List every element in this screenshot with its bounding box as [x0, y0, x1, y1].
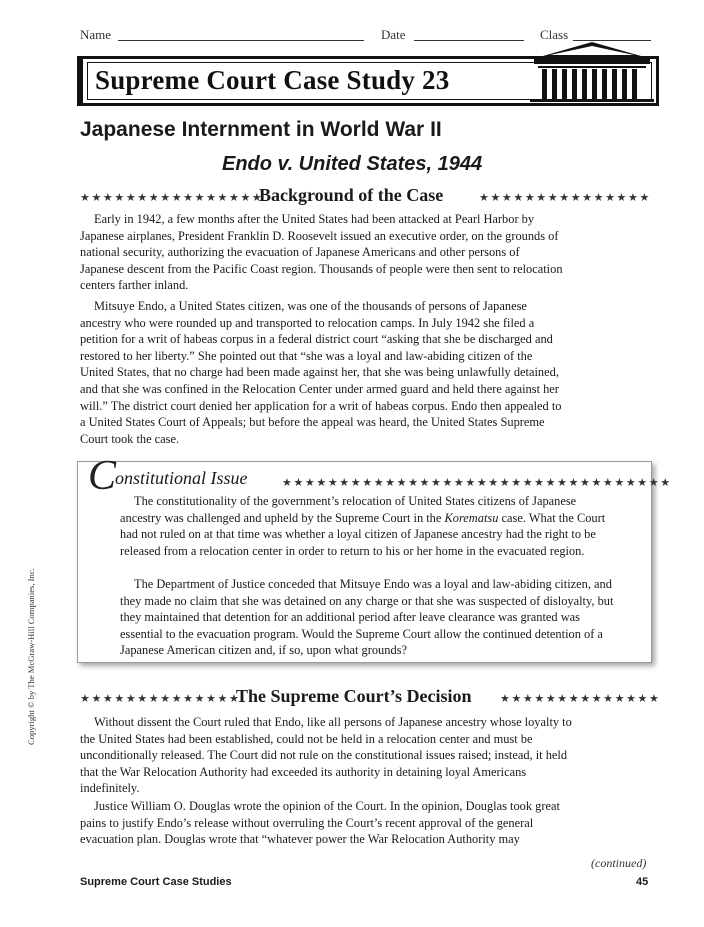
stars-right-issue: ★★★★★★★★★★★★★★★★★★★★★★★★★★★★★★★★★★	[282, 477, 672, 489]
issue-heading: onstitutional Issue	[115, 468, 248, 488]
issue-paragraph-1	[120, 493, 610, 559]
page-number: 45	[636, 876, 649, 888]
issue-p1-before: The constitutionality of the government’s relocation of United States citizens of Japanese ancestry was challenged and upheld by the Supreme Court in the	[120, 494, 577, 525]
date-label: Date	[381, 27, 406, 42]
stars-left-background: ★★★★★★★★★★★★★★★★	[80, 192, 264, 204]
issue-paragraph-2: The Department of Justice conceded that Mitsuye Endo was a loyal and law-abiding citizen, and they made no claim that she was detained on any charge or that she was suspected of disloyalty, but they maintained that detention for an additional period after leave clearance was granted was essential to the evacuation program. Would the Supreme Court allow the continued detention of a Japanese American citizen and, if so, upon what grounds?	[120, 577, 614, 658]
date-field-line[interactable]	[414, 40, 524, 41]
stars-left-decision: ★★★★★★★★★★★★★★	[80, 693, 241, 705]
decision-heading: The Supreme Court’s Decision	[236, 686, 472, 706]
decision-paragraph-1: Without dissent the Court ruled that Endo, like all persons of Japanese ancestry whose loyalty to the United States had been established, could not be held in a relocation center and must be unconditionally released. The Court did not rule on the constitutional issues raised; instead, it held that the War Relocation Authority had exceeded its authority in detaining loyal Americans indefinitely.	[80, 715, 572, 796]
background-heading: Background of the Case	[259, 185, 444, 205]
copyright-notice: Copyright © by The McGraw-Hill Companies, Inc.	[26, 568, 36, 745]
page-title: Japanese Internment in World War II	[80, 118, 442, 141]
name-label: Name	[80, 27, 112, 42]
background-paragraph-1: Early in 1942, a few months after the United States had been attacked at Pearl Harbor by Japanese airplanes, President Franklin D. Roosevelt issued an executive order, on the grounds of national security, authorizing the evacuation of Japanese Americans and other persons of Japanese descent from the Pacific Coast region. Thousands of people were then sent to relocation centers farther inland.	[80, 212, 563, 293]
case-subtitle: Endo v. United States, 1944	[222, 153, 483, 175]
footer-publication: Supreme Court Case Studies	[80, 876, 232, 888]
supreme-court-building-icon	[530, 40, 654, 106]
issue-p1-after: case. What the Court had not ruled on at that time was whether a loyal citizen of Japanese ancestry had the right to be released from a relocation center in order to return to his or her home in the evacuated region.	[120, 510, 606, 558]
issue-initial: C	[88, 453, 117, 499]
banner-title: Supreme Court Case Study 23	[95, 65, 450, 95]
stars-right-decision: ★★★★★★★★★★★★★★	[500, 693, 661, 705]
background-paragraph-2: Mitsuye Endo, a United States citizen, was one of the thousands of persons of Japanese ancestry who were rounded up and transported to relocation camps. In July 1942 she filed a petition for a writ of habeas corpus in a federal district court “asking that she be discharged and restored to her liberty.” She pointed out that “she was a loyal and law-abiding citizen of the United States, that no charge had been made against her, that she was being unlawfully detained, and that she was confined in the Relocation Center under armed guard and held there against her will.” The district court denied her application for a writ of habeas corpus. Endo then appealed to a United States Court of Appeals; but before the appeal was heard, the United States Supreme Court took the case.	[80, 299, 562, 446]
stars-right-background: ★★★★★★★★★★★★★★★	[479, 192, 651, 204]
continued-note: (continued)	[591, 856, 647, 870]
decision-paragraph-2: Justice William O. Douglas wrote the opinion of the Court. In the opinion, Douglas took great pains to justify Endo’s release without overruling the Court’s recent approval of the general evacuation plan. Douglas wrote that “whatever power the War Relocation Authority may	[80, 799, 560, 847]
name-field-line[interactable]	[118, 40, 364, 41]
class-label: Class	[540, 27, 569, 42]
korematsu-case-name: Korematsu	[444, 510, 499, 525]
